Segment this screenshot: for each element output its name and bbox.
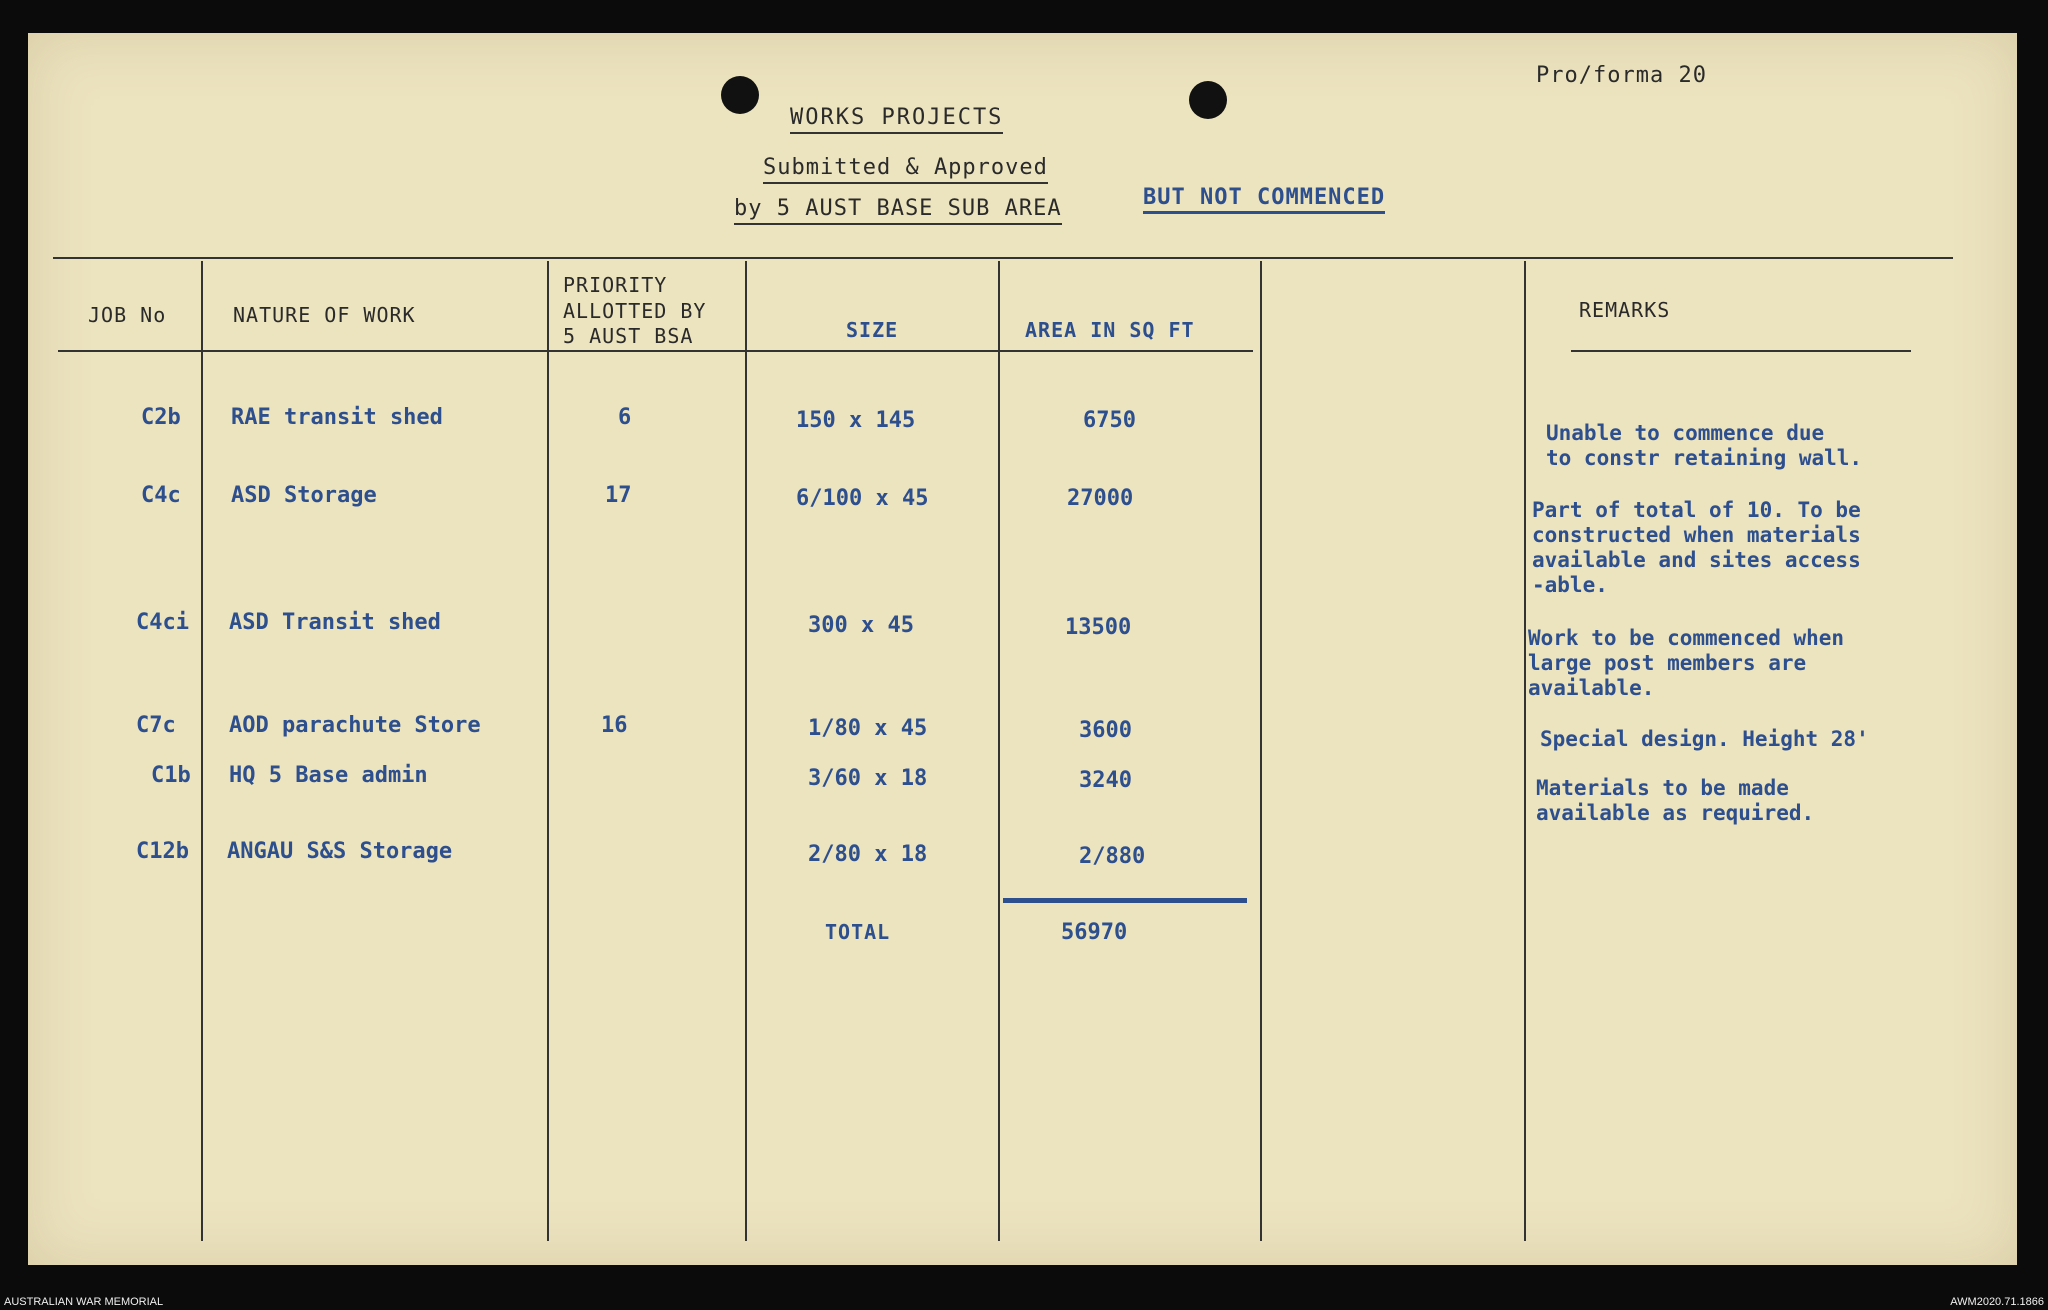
remark-item: Part of total of 10. To be constructed when materials available and sites access -able. [1532, 498, 1861, 597]
remark-item: Materials to be made available as required. [1536, 776, 1815, 825]
header-area: AREA IN SQ FT [1025, 318, 1195, 342]
row-job-no: C4ci [136, 610, 189, 635]
row-nature: ASD Storage [231, 483, 377, 508]
footer-accession-number: AWM2020.71.1866 [1950, 1296, 2044, 1308]
row-size: 3/60 x 18 [808, 766, 928, 791]
row-area: 2/880 [1079, 844, 1146, 869]
table-top-rule [53, 257, 1953, 259]
header-bottom-rule [58, 350, 1253, 352]
remark-item: Work to be commenced when large post members are available. [1528, 626, 1845, 700]
remarks-header-rule [1571, 350, 1911, 352]
header-size: SIZE [846, 318, 899, 342]
row-size: 2/80 x 18 [808, 842, 928, 867]
column-divider-5 [1260, 261, 1262, 1241]
document-page [28, 33, 2017, 1265]
row-size: 300 x 45 [808, 613, 914, 638]
row-area: 3600 [1079, 718, 1132, 743]
column-divider-2 [547, 261, 549, 1241]
punch-hole-left [721, 76, 759, 114]
row-size: 1/80 x 45 [808, 716, 928, 741]
header-priority-line-2: ALLOTTED BY [563, 299, 707, 323]
row-size: 6/100 x 45 [796, 486, 929, 511]
remark-item: Special design. Height 28' [1540, 727, 1869, 751]
row-area: 27000 [1067, 486, 1134, 511]
total-rule [1003, 898, 1247, 903]
row-priority: 6 [618, 405, 632, 430]
document-title: WORKS PROJECTS [790, 105, 1003, 134]
column-divider-1 [201, 261, 203, 1241]
row-job-no: C7c [136, 713, 176, 738]
document-subtitle: Submitted & Approved [763, 155, 1048, 184]
row-area: 6750 [1083, 408, 1136, 433]
remark-item: Unable to commence due to constr retaining wall. [1546, 421, 1863, 470]
column-divider-4 [998, 261, 1000, 1241]
column-divider-6 [1524, 261, 1526, 1241]
punch-hole-right [1189, 81, 1227, 119]
status-stamp: BUT NOT COMMENCED [1143, 185, 1385, 214]
row-nature: AOD parachute Store [229, 713, 481, 738]
row-size: 150 x 145 [796, 408, 916, 433]
document-subtitle-2: by 5 AUST BASE SUB AREA [734, 196, 1062, 225]
row-priority: 17 [605, 483, 632, 508]
row-job-no: C4c [141, 483, 181, 508]
row-area: 3240 [1079, 768, 1132, 793]
column-divider-3 [745, 261, 747, 1241]
row-area: 13500 [1065, 615, 1132, 640]
row-nature: ANGAU S&S Storage [227, 839, 453, 864]
header-priority-line-3: 5 AUST BSA [563, 324, 694, 348]
header-priority-line-1: PRIORITY [563, 273, 668, 297]
header-nature-of-work: NATURE OF WORK [233, 303, 416, 327]
row-job-no: C1b [151, 763, 191, 788]
row-nature: ASD Transit shed [229, 610, 441, 635]
row-nature: RAE transit shed [231, 405, 443, 430]
header-remarks: REMARKS [1579, 298, 1671, 322]
total-label: TOTAL [825, 920, 891, 944]
header-job-no: JOB No [88, 303, 167, 327]
form-reference: Pro/forma 20 [1536, 63, 1707, 88]
total-value: 56970 [1061, 920, 1128, 945]
row-nature: HQ 5 Base admin [229, 763, 428, 788]
row-job-no: C2b [141, 405, 181, 430]
footer-credit: AUSTRALIAN WAR MEMORIAL [4, 1296, 164, 1308]
row-job-no: C12b [136, 839, 189, 864]
row-priority: 16 [601, 713, 628, 738]
